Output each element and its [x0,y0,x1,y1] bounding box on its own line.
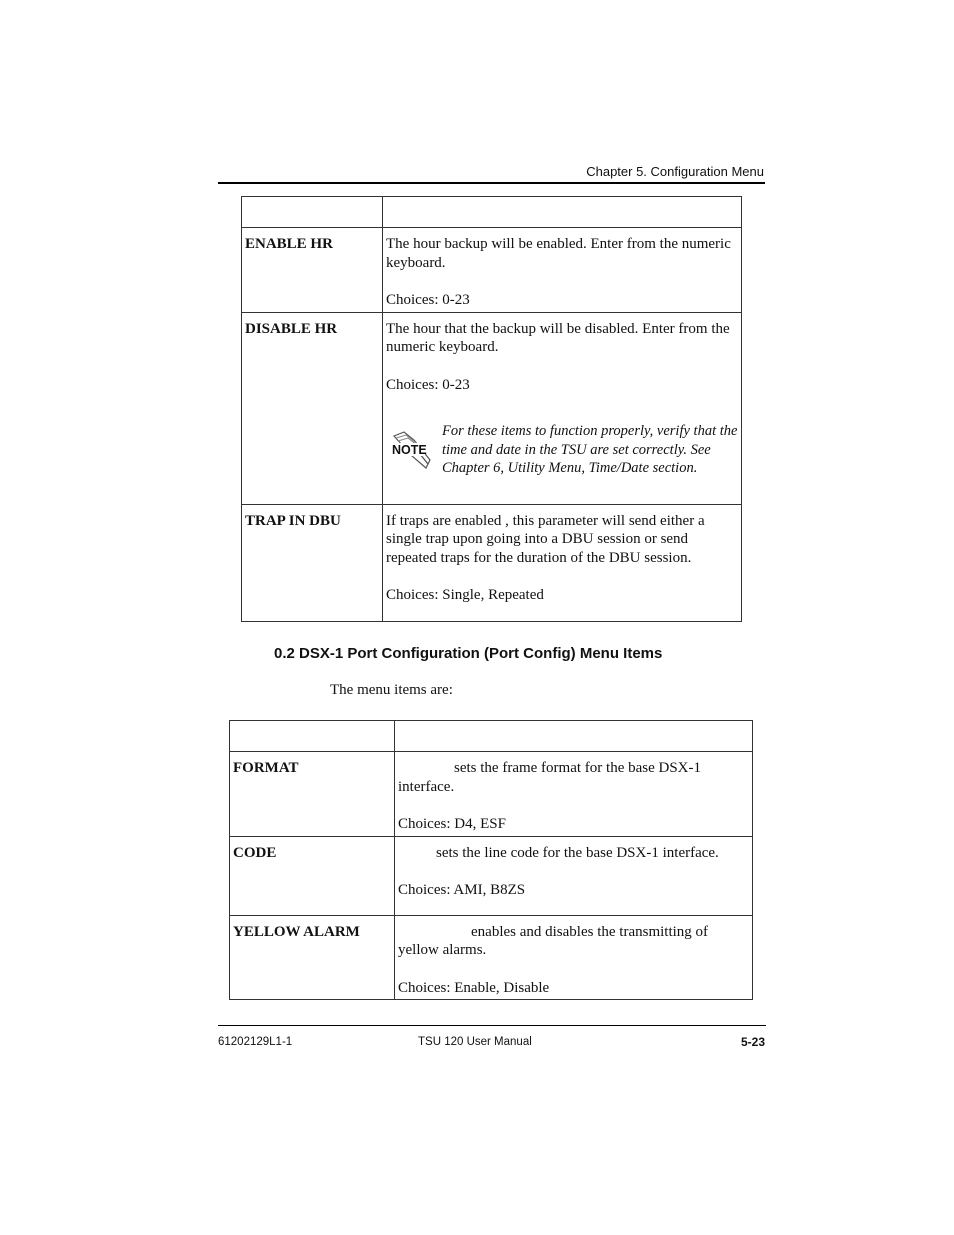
table-header-row [242,197,742,228]
desc-cell [395,836,753,915]
term-cell: FORMAT [230,752,395,837]
choices-text: Choices: AMI, B8ZS [398,882,526,898]
choices-text: Choices: D4, ESF [398,816,506,832]
table-row [242,312,742,504]
section-heading: 0.2 DSX-1 Port Configuration (Port Config) Menu Items [274,645,663,662]
choices-text: Choices: Enable, Disable [398,979,550,996]
term-cell: ENABLE HR [242,228,383,313]
choices-text: Choices: 0-23 [386,376,470,393]
manual-title: TSU 120 User Manual [418,1036,532,1048]
header-cell [230,721,395,752]
running-header: Chapter 5. Configuration Menu [586,164,764,179]
desc-text: If traps are enabled , this parameter will send either a single trap upon going into a DBU session or send repeated traps for the duration of the DBU session. [386,512,705,566]
table-row [242,504,742,621]
desc-cell [395,752,753,837]
document-number: 61202129L1-1 [218,1036,293,1048]
desc-text: sets the frame format for the base DSX-1 interface. [398,760,702,795]
page-number: 5-23 [740,1035,765,1049]
header-cell [383,197,742,228]
desc-cell [383,504,742,621]
note-block [386,422,738,478]
header-cell [395,721,753,752]
term-cell: DISABLE HR [242,312,383,504]
menu-items-table-1 [241,196,742,622]
desc-text: The hour that the backup will be disabled. Enter from the numeric keyboard. [386,320,730,355]
desc-cell [383,228,742,313]
intro-text: The menu items are: [330,682,453,698]
table-row [230,836,753,915]
header-rule [218,182,765,184]
table-header-row [230,721,753,752]
menu-items-table-2 [229,720,753,1000]
svg-text:NOTE: NOTE [392,442,427,457]
note-icon [386,430,438,470]
choices-text: Choices: Single, Repeated [386,587,544,603]
table-row [242,228,742,313]
table-row [230,752,753,837]
footer-rule [218,1025,766,1026]
term-cell: YELLOW ALARM [230,915,395,1000]
table-row [230,915,753,1000]
choices-text: Choices: 0-23 [386,292,470,308]
header-cell [242,197,383,228]
desc-text: enables and disables the transmitting of yellow alarms. [398,923,709,958]
note-text: For these items to function properly, verify that the time and date in the TSU are set correctly. See Chapter 6, Utility Menu, Time/Date section. [442,423,738,476]
desc-text: The hour backup will be enabled. Enter from the numeric keyboard. [386,236,731,271]
desc-text: sets the line code for the base DSX-1 interface. [436,844,719,861]
desc-cell [383,312,742,504]
desc-cell [395,915,753,1000]
term-cell: CODE [230,836,395,915]
term-cell: TRAP IN DBU [242,504,383,621]
